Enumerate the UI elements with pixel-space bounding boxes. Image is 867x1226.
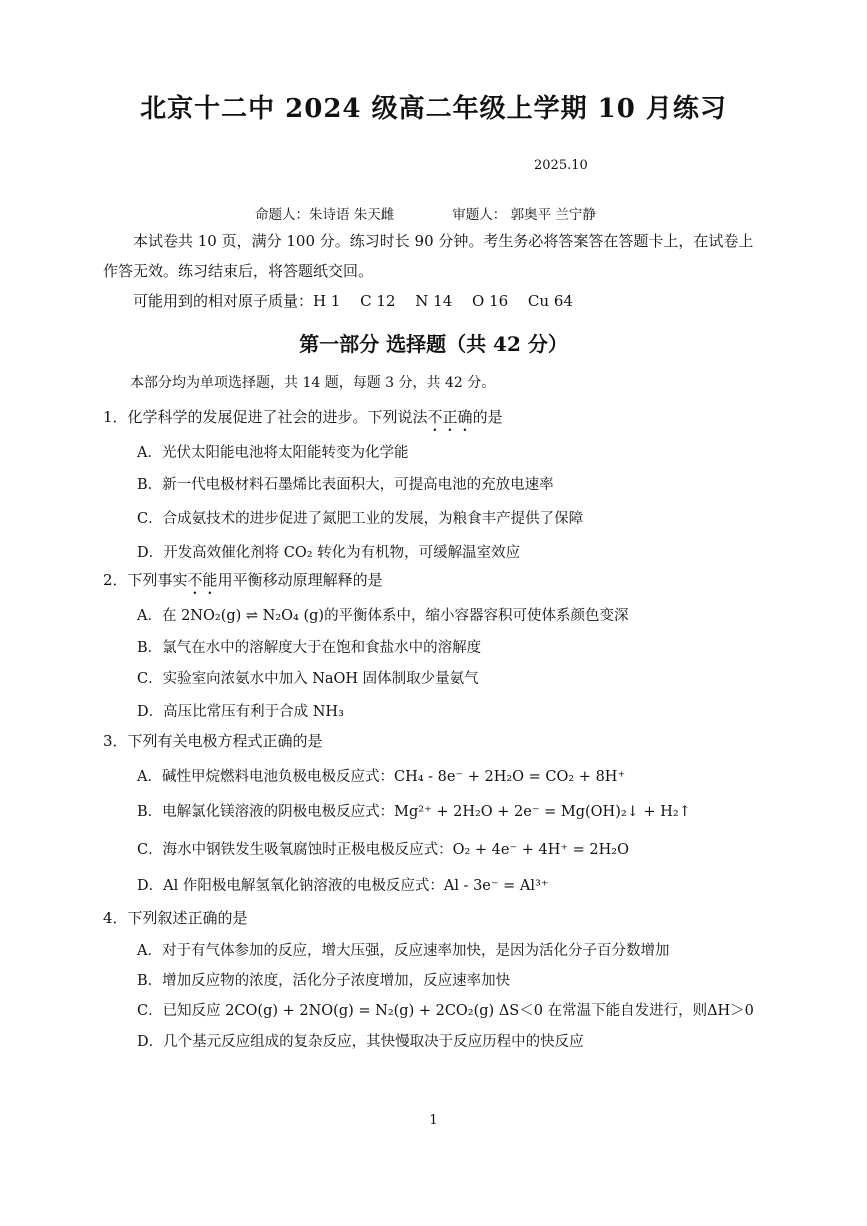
page-number: 1 xyxy=(429,1113,438,1128)
question-1-option-d: D．开发高效催化剂将 CO₂ 转化为有机物，可缓解温室效应 xyxy=(137,545,521,561)
question-stem-text: 用平衡移动原理解释的是 xyxy=(217,571,383,589)
question-3-option-d: D．Al 作阳极电解氢氧化钠溶液的电极反应式：Al - 3e⁻ = Al³⁺ xyxy=(137,878,549,894)
question-3-stem xyxy=(103,730,323,751)
question-stem-text: 1．化学科学的发展促进了社会的进步。下列说法 xyxy=(103,408,428,426)
question-1-option-c: C．合成氨技术的进步促进了氮肥工业的发展，为粮食丰产提供了保障 xyxy=(137,511,584,527)
emphasis-text: 不能 xyxy=(187,571,218,589)
question-4-option-c: C．已知反应 2CO(g) + 2NO(g) = N₂(g) + 2CO₂(g) ΔS＜0 在常温下能自发进行，则ΔH＞0 xyxy=(137,1003,754,1019)
question-2-option-d: D．高压比常压有利于合成 NH₃ xyxy=(137,704,344,720)
section-note: 本部分均为单项选择题，共 14 题，每题 3 分，共 42 分。 xyxy=(130,375,496,391)
exam-date: 2025.10 xyxy=(534,158,588,173)
question-1-stem xyxy=(103,406,503,435)
question-1-option-a: A．光伏太阳能电池将太阳能转变为化学能 xyxy=(137,445,409,461)
instructions-line-1: 本试卷共 10 页，满分 100 分。练习时长 90 分钟。考生务必将答案答在答题卡上，在试卷上 xyxy=(133,232,754,250)
question-4-stem xyxy=(103,907,248,928)
emphasis-text: 不正确 xyxy=(427,408,473,426)
question-2-option-a: A．在 2NO₂(g) ⇌ N₂O₄ (g)的平衡体系中，缩小容器容积可使体系颜色变深 xyxy=(137,608,629,624)
instructions-line-2: 作答无效。练习结束后，将答题纸交回。 xyxy=(103,262,374,280)
question-stem-text: 4．下列叙述正确的是 xyxy=(103,909,248,927)
question-3-option-a: A．碱性甲烷燃料电池负极电极反应式：CH₄ - 8e⁻ + 2H₂O = CO₂ + 8H⁺ xyxy=(137,769,626,785)
setters: 命题人：朱诗语 朱天雌 xyxy=(255,207,395,223)
section-title: 第一部分 选择题（共 42 分） xyxy=(299,332,568,356)
question-2-stem xyxy=(103,569,383,598)
question-2-option-b: B．氯气在水中的溶解度大于在饱和食盐水中的溶解度 xyxy=(137,640,482,656)
reviewers: 审题人： 郭奥平 兰宁静 xyxy=(452,207,596,223)
question-3-option-b: B．电解氯化镁溶液的阴极电极反应式：Mg²⁺ + 2H₂O + 2e⁻ = Mg(OH)₂↓ + H₂↑ xyxy=(137,804,691,820)
question-3-option-c: C．海水中钢铁发生吸氧腐蚀时正极电极反应式：O₂ + 4e⁻ + 4H⁺ = 2H₂O xyxy=(137,842,629,858)
question-4-option-a: A．对于有气体参加的反应，增大压强，反应速率加快，是因为活化分子百分数增加 xyxy=(137,943,670,959)
question-stem-text: 2．下列事实 xyxy=(103,571,188,589)
question-4-option-b: B．增加反应物的浓度，活化分子浓度增加，反应速率加快 xyxy=(137,973,511,989)
question-4-option-d: D．几个基元反应组成的复杂反应，其快慢取决于反应历程中的快反应 xyxy=(137,1034,584,1050)
question-2-option-c: C．实验室向浓氨水中加入 NaOH 固体制取少量氨气 xyxy=(137,671,479,687)
question-stem-text: 3．下列有关电极方程式正确的是 xyxy=(103,732,323,750)
authors-line xyxy=(255,203,596,223)
exam-title: 北京十二中 2024 级高二年级上学期 10 月练习 xyxy=(140,94,727,124)
question-1-option-b: B．新一代电极材料石墨烯比表面积大，可提高电池的充放电速率 xyxy=(137,477,554,493)
atomic-masses: 可能用到的相对原子质量：H 1 C 12 N 14 O 16 Cu 64 xyxy=(133,292,573,310)
question-stem-text: 的是 xyxy=(472,408,503,426)
instructions xyxy=(103,226,783,316)
